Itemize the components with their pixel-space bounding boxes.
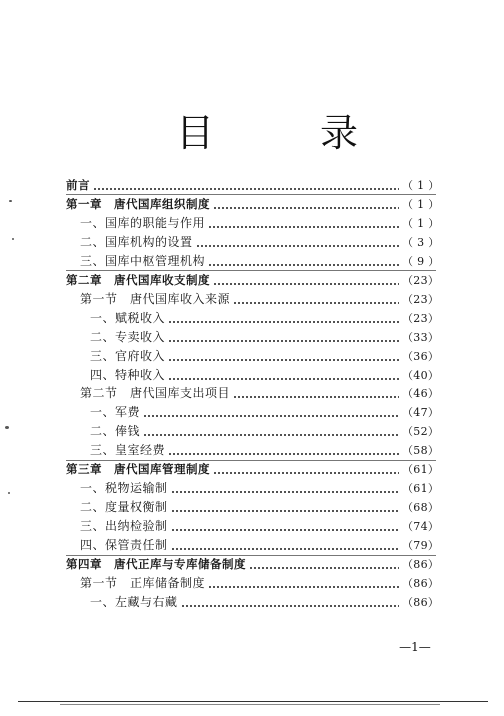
toc-entry-page: （79）: [402, 539, 440, 553]
toc-entry: [80, 290, 440, 309]
toc-entry-page: （ 3 ）: [402, 235, 440, 249]
toc-chapter-entry: [66, 195, 440, 214]
toc-entry-page: （40）: [402, 368, 440, 382]
toc-chapter-entry: [66, 460, 440, 479]
toc-entry-page: （61）: [402, 463, 440, 477]
toc-entry-page: （ 1 ）: [402, 179, 440, 192]
toc-chapter-entry: [66, 555, 440, 574]
toc-entry-title: 三、皇室经费: [90, 443, 166, 458]
leader-dots: [168, 321, 399, 323]
chapter-rule: [66, 194, 436, 195]
toc-entry: [90, 441, 440, 460]
leader-dots: [208, 586, 399, 588]
page-title: 目 录: [176, 111, 393, 155]
toc-chapter-entry: [66, 271, 440, 290]
toc-entry-title: 第二章 唐代国库收支制度: [66, 272, 210, 287]
toc-entry: [90, 347, 440, 366]
toc-entry-title: 第四章 唐代正库与专库储备制度: [66, 557, 246, 571]
bottom-rule-inner: [60, 704, 440, 705]
toc-entry: [90, 593, 440, 612]
toc-entry-title: 三、国库中枢管理机构: [80, 253, 206, 268]
leader-dots: [208, 264, 399, 266]
scan-speck: [8, 492, 10, 494]
toc-entry: [80, 384, 440, 403]
toc-entry-page: （61）: [402, 482, 440, 496]
toc-entry: [80, 574, 440, 593]
toc-entry-title: 第一章 唐代国库组织制度: [66, 196, 210, 211]
toc-entry: [80, 536, 440, 555]
leader-dots: [168, 378, 399, 380]
toc-entry-page: （86）: [402, 558, 440, 571]
toc-entry: [90, 422, 440, 441]
toc-entry: [80, 214, 440, 233]
toc-entry-page: （23）: [402, 273, 440, 287]
leader-dots: [93, 188, 399, 190]
toc-entry-page: （46）: [402, 387, 440, 401]
leader-dots: [143, 434, 399, 436]
leader-dots: [196, 245, 399, 247]
leader-dots: [233, 396, 399, 398]
leader-dots: [171, 510, 399, 512]
toc-entry: [80, 233, 440, 252]
toc-entry-title: 第一节 正库储备制度: [80, 575, 206, 590]
toc-entry: [90, 366, 440, 385]
toc-entry: [90, 328, 440, 347]
toc-entry-title: 前言: [66, 178, 90, 192]
toc-entry: [80, 517, 440, 536]
toc-entry: [90, 403, 440, 422]
toc-entry: [80, 252, 440, 271]
leader-dots: [233, 302, 399, 304]
chapter-rule: [66, 555, 436, 556]
leader-dots: [168, 453, 399, 455]
leader-dots: [208, 226, 399, 228]
leader-dots: [168, 340, 399, 342]
toc-entry-title: 二、俸钱: [90, 424, 141, 439]
toc-entry-title: 一、赋税收入: [90, 310, 166, 325]
scan-speck: [12, 238, 14, 240]
leader-dots: [171, 529, 399, 531]
toc-entry-title: 四、保管责任制: [80, 538, 168, 553]
chapter-rule: [66, 460, 436, 461]
toc-entry: [80, 498, 440, 517]
toc-entry-page: （74）: [402, 520, 440, 534]
chapter-rule: [66, 270, 436, 271]
toc-entry-page: （52）: [402, 425, 440, 439]
toc-entry-page: （86）: [402, 595, 440, 609]
leader-dots: [213, 207, 399, 209]
toc-entry-title: 一、左藏与右藏: [90, 594, 178, 609]
toc-entry-page: （ 1 ）: [402, 216, 440, 230]
toc-entry-title: 第二节 唐代国库支出项目: [80, 386, 231, 401]
scan-speck: [5, 426, 9, 429]
toc-entry-page: （23）: [402, 311, 440, 325]
toc-entry-title: 二、国库机构的设置: [80, 234, 193, 249]
leader-dots: [171, 548, 399, 550]
page-number: —1—: [399, 640, 431, 654]
toc-entry: [90, 309, 440, 328]
toc-entry-title: 三、出纳检验制: [80, 519, 168, 534]
toc-entry-page: （33）: [402, 330, 440, 344]
bottom-rule: [18, 701, 488, 702]
toc-entry: [80, 479, 440, 498]
toc-entry-title: 第一节 唐代国库收入来源: [80, 291, 231, 306]
toc-entry-title: 一、税物运输制: [80, 481, 168, 496]
leader-dots: [181, 605, 399, 607]
leader-dots: [249, 567, 399, 569]
toc-entry-title: 二、度量权衡制: [80, 500, 168, 515]
toc-chapter-entry: [66, 176, 440, 195]
toc-entry-title: 四、特种收入: [90, 367, 166, 382]
scan-speck: [9, 200, 12, 202]
toc-entry-title: 一、国库的职能与作用: [80, 215, 206, 230]
leader-dots: [143, 415, 399, 417]
toc-entry-title: 三、官府收入: [90, 348, 166, 363]
leader-dots: [168, 359, 399, 361]
toc-entry-title: 二、专卖收入: [90, 329, 166, 344]
toc-entry-page: （58）: [402, 444, 440, 458]
toc-entry-title: 第三章 唐代国库管理制度: [66, 462, 210, 477]
toc-entry-page: （68）: [402, 501, 440, 515]
toc-entry-page: （ 1 ）: [402, 197, 440, 211]
leader-dots: [213, 472, 399, 474]
leader-dots: [213, 283, 399, 285]
toc-entry-page: （86）: [402, 576, 440, 590]
toc-entry-page: （23）: [402, 292, 440, 306]
toc-entry-page: （47）: [402, 406, 440, 420]
toc-entry-title: 一、军费: [90, 405, 141, 420]
toc-entry-page: （36）: [402, 349, 440, 363]
toc-entry-page: （ 9 ）: [402, 254, 440, 268]
leader-dots: [171, 491, 399, 493]
